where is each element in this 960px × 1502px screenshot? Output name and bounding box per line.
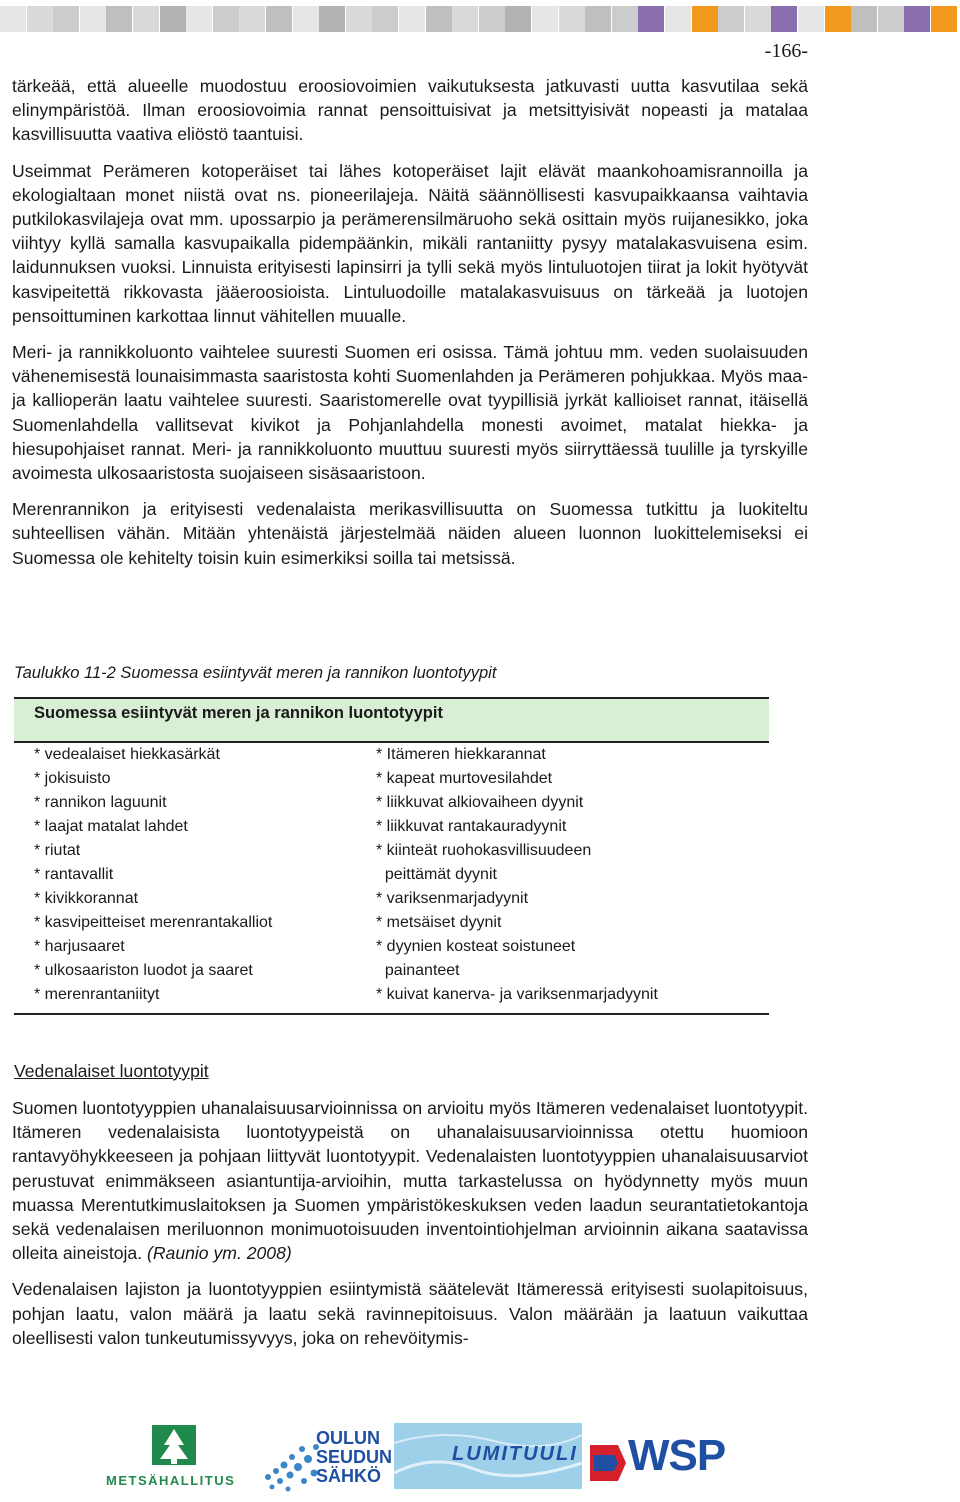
decor-square <box>426 6 452 32</box>
decor-square <box>133 6 159 32</box>
list-item: * variksenmarjadyynit <box>376 890 529 907</box>
decor-square <box>0 6 26 32</box>
paragraph-text: Suomen luontotyyppien uhanalaisuusarvioinnissa on arvioitu myös Itämeren vedenalaiset luontotyypit. Itämeren vedenalaisista luontotyypeistä on uhanalaisuusarvioinnissa otettu huomioon rantavyöhykkeeseen ja pohjaan liittyvät luontotyypit. Vedenalaisten luontotyyppien uhanalaisuusarviot perustuvat enimmäkseen asiantuntija-arvioihin, mutta tarkastelussa on hyödynnetty myös muun muassa Merentutkimuslaitoksen ja Suomen ympäristökeskuksen veden laadun seurantatietokantoja sekä vedenalaisen meriluonnon monimuotoisuuden inventointiohjelman arvioinnin aikana saatavissa olleita aineistoja. <box>12 1098 808 1264</box>
list-item: * liikkuvat alkiovaiheen dyynit <box>376 794 584 811</box>
decor-square <box>452 6 478 32</box>
decor-square <box>27 6 53 32</box>
list-item: * ulkosaariston luodot ja saaret <box>34 962 253 979</box>
decor-square <box>718 6 744 32</box>
decor-square <box>213 6 239 32</box>
decor-square <box>878 6 904 32</box>
decor-square <box>160 6 186 32</box>
wsp-logo <box>588 1431 728 1491</box>
logo-text: LUMITUULI <box>452 1443 578 1465</box>
list-item: peittämät dyynit <box>376 866 497 883</box>
list-item: * kuivat kanerva- ja variksenmarjadyynit <box>376 986 658 1003</box>
list-item: * dyynien kosteat soistuneet <box>376 938 576 955</box>
list-item: * Itämeren hiekkarannat <box>376 746 546 763</box>
decor-square <box>479 6 505 32</box>
list-item: * rannikon laguunit <box>34 794 167 811</box>
paragraph: Merenrannikon ja erityisesti vedenalaista merikasvillisuutta on Suomessa tutkittu ja luokiteltu suhteellisen vähän. Mitään yhtenäistä järjestelmää näiden alueen luonnon luokittelemiseksi ei Suomessa ole kehitelty toisin kuin esimerkiksi soilla tai metsissä. <box>12 499 808 568</box>
oulun-seudun-sahko-logo <box>258 1427 393 1497</box>
decor-square <box>239 6 265 32</box>
list-item: * harjusaaret <box>34 938 125 955</box>
body-text-top <box>12 74 808 582</box>
body-text-bottom <box>12 1096 808 1362</box>
decor-square <box>638 6 664 32</box>
list-item: * kiinteät ruohokasvillisuudeen <box>376 842 592 859</box>
table-header: Suomessa esiintyvät meren ja rannikon luontotyypit <box>14 697 769 743</box>
decor-square <box>745 6 771 32</box>
decor-square <box>692 6 718 32</box>
decor-square <box>399 6 425 32</box>
decor-square <box>798 6 824 32</box>
decor-square <box>665 6 691 32</box>
section-heading: Vedenalaiset luontotyypit <box>14 1061 209 1081</box>
metsahallitus-logo <box>104 1421 248 1495</box>
list-item: * metsäiset dyynit <box>376 914 502 931</box>
decor-square <box>505 6 531 32</box>
table-column-left <box>14 743 376 1007</box>
list-item: * merenrantaniityt <box>34 986 160 1003</box>
logo-text: WSP <box>628 1431 726 1480</box>
table-caption: Taulukko 11-2 Suomessa esiintyvät meren ja rannikon luontotyypit <box>14 664 497 682</box>
paragraph: Vedenalaisen lajiston ja luontotyyppien esiintymistä säätelevät Itämeressä erityisesti suolapitoisuus, pohjan laatu, valon määrä ja laatu sekä ravinnepitoisuus. Valon määrään ja laatuun vaikuttaa oleellisesti valon tunkeutumissyvyys, joka on rehevöitymis- <box>12 1279 808 1348</box>
table-body <box>14 743 769 1015</box>
decor-square <box>53 6 79 32</box>
decor-square <box>532 6 558 32</box>
decor-square <box>585 6 611 32</box>
decor-square <box>904 6 930 32</box>
list-item: * kivikkorannat <box>34 890 139 907</box>
list-item: * kapeat murtovesilahdet <box>376 770 553 787</box>
decor-square <box>931 6 957 32</box>
decor-square <box>771 6 797 32</box>
list-item: * liikkuvat rantakauradyynit <box>376 818 567 835</box>
decor-square <box>372 6 398 32</box>
decor-square <box>106 6 132 32</box>
decor-square <box>293 6 319 32</box>
footer-logos <box>0 1415 960 1500</box>
decor-square <box>266 6 292 32</box>
list-item: * rantavallit <box>34 866 114 883</box>
decor-square <box>80 6 106 32</box>
habitat-table <box>14 697 769 1015</box>
decor-square <box>825 6 851 32</box>
list-item: * kasvipeitteiset merenrantakalliot <box>34 914 273 931</box>
decor-square <box>319 6 345 32</box>
list-item: painanteet <box>376 962 460 979</box>
paragraph: tärkeää, että alueelle muodostuu eroosiovoimien vaikutuksesta jatkuvasti uutta kasvutilaa sekä elinympäristöä. Ilman eroosiovoimia rannat pensoittuisivat ja metsittyisivät nopeasti ja matalaa kasvillisuutta vaativa eliöstö taantuisi. <box>12 76 808 145</box>
page-number: -166- <box>764 40 808 62</box>
list-item: * riutat <box>34 842 81 859</box>
decor-square <box>612 6 638 32</box>
table-column-right <box>376 743 769 1007</box>
decor-square <box>186 6 212 32</box>
lumituuli-logo <box>394 1423 582 1489</box>
wsp-mark-icon <box>588 1437 628 1487</box>
paragraph <box>12 1096 808 1265</box>
logo-text: OULUN SEUDUN SÄHKÖ <box>316 1428 393 1486</box>
list-item: * vedealaiset hiekkasärkät <box>34 746 220 763</box>
paragraph: Useimmat Perämeren kotoperäiset tai lähes kotoperäiset lajit elävät maankohoamisrannoilla ja ekologialtaan monet niistä ovat ns. pioneerilajeja. Näitä säännöllisesti kasvupaikkaansa vaihtavia putkilokasvilajeja ovat mm. upossarpio ja perämerensilmäruoho sekä osittain myös ruijanesikko, joka viihtyy kyllä samalla kasvupaikalla pidempäänkin, mikäli rantaniitty pysyy matalakasvuisena esim. laidunnuksen vuoksi. Linnuista erityisesti lapinsirri ja tylli sekä myös lintuluotojen tiirat ja lokit hyötyvät kasvipeitettä rikkovasta jääeroosioista. Lintuluodoille matalakasvuisuus on tärkeää ja luotojen pensoittuminen karkottaa linnut vähitellen muualle. <box>12 160 808 326</box>
list-item: * jokisuisto <box>34 770 111 787</box>
header-decor-bar <box>0 6 960 34</box>
citation: (Raunio ym. 2008) <box>146 1243 292 1264</box>
logo-text: METSÄHALLITUS <box>106 1473 236 1488</box>
paragraph: Meri- ja rannikkoluonto vaihtelee suuresti Suomen eri osissa. Tämä johtuu mm. veden suolaisuuden vähenemisestä lounaisimmasta saaristosta kohti Suomenlahden ja Perämeren pohjukkaa. Myös maa- ja kallioperän laatu vaihtelee suuresti. Saaristomerelle ovat tyypillisiä jyrkät kallioiset rannat, itäisellä Suomenlahdella vallitsevat kivikot ja Pohjanlahdella monesti avoimet, matalat hiekka- ja hiesupohjaiset rannat. Meri- ja rannikkoluonto muuttuu suuresti myös siirryttäessä tuulille ja tyrskyille avoimesta ulkosaaristosta suojaiseen sisäsaaristoon. <box>12 342 808 484</box>
decor-square <box>559 6 585 32</box>
list-item: * laajat matalat lahdet <box>34 818 188 835</box>
decor-square <box>851 6 877 32</box>
decor-square <box>346 6 372 32</box>
